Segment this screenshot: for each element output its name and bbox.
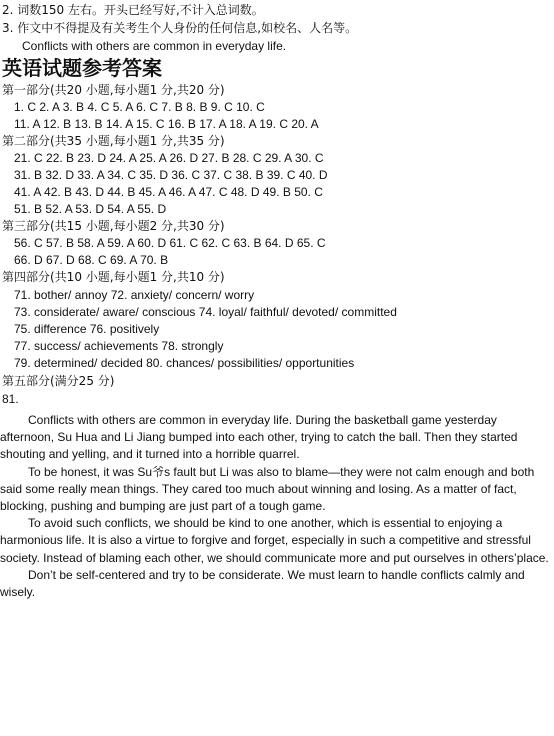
model-essay (0, 412, 554, 601)
answer-row: 71. bother/ annoy 72. anxiety/ concern/ worry (14, 288, 255, 302)
answer-row: 77. success/ achievements 78. strongly (14, 339, 224, 353)
essay-paragraph: To be honest, it was Su爷s fault but Li was also to blame—they were not calm enough and both said some really mean things. They cared too much about winning and losing. As a matter of fact, blocking, pushing and bumping are just part of a tough game. (0, 464, 535, 514)
answer-row: 41. A 42. B 43. D 44. B 45. A 46. A 47. C 48. D 49. B 50. C (14, 185, 323, 199)
answer-row: 73. considerate/ aware/ conscious 74. loyal/ faithful/ devoted/ committed (14, 305, 397, 319)
section-heading-part5: 第五部分(满分25 分) (2, 374, 115, 388)
essay-paragraph: Conflicts with others are common in everyday life. During the basketball game yesterday afternoon, Su Hua and Li Jiang bumped into each other, trying to catch the ball. Then they started shouting and yelling, and it turned into a horrible quarrel. (0, 413, 518, 462)
answer-row: 11. A 12. B 13. B 14. A 15. C 16. B 17. A 18. A 19. C 20. A (14, 117, 319, 131)
essay-paragraph: To avoid such conflicts, we should be kind to one another, which is essential to enjoying a harmonious life. It is also a virtue to forgive and forget, especially in such a competitive and stressful society. Instead of blaming each other, we should communicate more and put ourselves in others’place. (0, 516, 549, 565)
answer-row: 56. C 57. B 58. A 59. A 60. D 61. C 62. C 63. B 64. D 65. C (14, 236, 326, 250)
question-number: 81. (2, 392, 19, 406)
answer-row: 21. C 22. B 23. D 24. A 25. A 26. D 27. B 28. C 29. A 30. C (14, 151, 324, 165)
essay-paragraph: Don’t be self-centered and try to be considerate. We must learn to handle conflicts calmly and wisely. (0, 567, 525, 600)
answer-row: 51. B 52. A 53. D 54. A 55. D (14, 202, 167, 216)
essay-opening-sentence: Conflicts with others are common in everyday life. (22, 39, 287, 53)
answer-row: 1. C 2. A 3. B 4. C 5. A 6. C 7. B 8. B 9. C 10. C (14, 100, 265, 114)
section-heading-part3: 第三部分(共15 小题,每小题2 分,共30 分) (2, 219, 225, 233)
instruction-line-3: 3. 作文中不得提及有关考生个人身份的任何信息,如校名、人名等。 (2, 21, 358, 35)
answer-row: 66. D 67. D 68. C 69. A 70. B (14, 253, 169, 267)
answer-row: 75. difference 76. positively (14, 322, 160, 336)
answer-row: 79. determined/ decided 80. chances/ possibilities/ opportunities (14, 356, 355, 370)
section-heading-part1: 第一部分(共20 小题,每小题1 分,共20 分) (2, 83, 225, 97)
answer-row: 31. B 32. D 33. A 34. C 35. D 36. C 37. C 38. B 39. C 40. D (14, 168, 328, 182)
instruction-line-2: 2. 词数150 左右。开头已经写好,不计入总词数。 (2, 3, 264, 17)
section-heading-part4: 第四部分(共10 小题,每小题1 分,共10 分) (2, 270, 225, 284)
page-title: 英语试题参考答案 (2, 56, 162, 80)
section-heading-part2: 第二部分(共35 小题,每小题1 分,共35 分) (2, 134, 225, 148)
